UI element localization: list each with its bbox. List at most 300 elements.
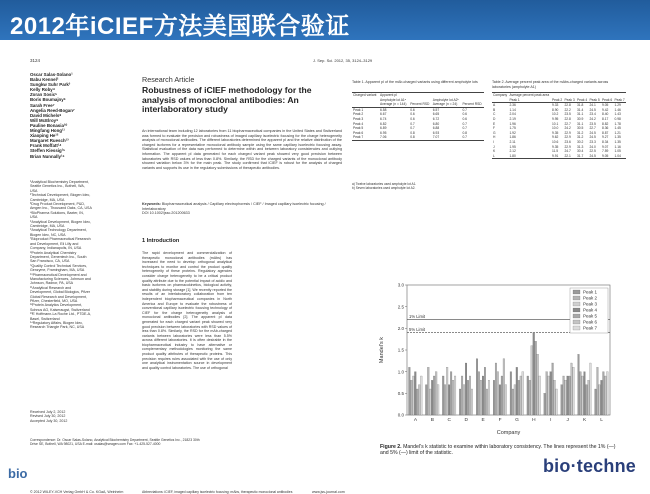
keywords-label: Keywords: bbox=[142, 202, 161, 206]
table-cell: 24.1 bbox=[589, 103, 596, 108]
author-name: Margaret Ruesch¹³ bbox=[30, 138, 69, 144]
table-cell: 0.6 bbox=[410, 116, 415, 121]
table-cell: 22.8 bbox=[564, 116, 571, 121]
bar-peak-4 bbox=[567, 376, 569, 415]
legend-swatch bbox=[573, 302, 580, 306]
table-cell: 8.90 bbox=[551, 107, 559, 112]
table-cell: 6.88 bbox=[432, 126, 440, 131]
bar-peak-3 bbox=[429, 389, 431, 415]
bar-peak-7 bbox=[488, 380, 490, 415]
table-cell: 1.04 bbox=[613, 154, 626, 159]
bar-peak-7 bbox=[437, 385, 439, 415]
table-cell: 1.78 bbox=[614, 121, 621, 126]
table-cell: J bbox=[493, 144, 495, 149]
bar-peak-5 bbox=[467, 380, 469, 415]
table-header-cell: Average (n = 144) bbox=[379, 102, 409, 107]
table-cell: 31.8 bbox=[576, 103, 584, 108]
table-cell: 30.5 bbox=[576, 126, 584, 131]
table-cell: H bbox=[493, 135, 496, 140]
table-cell: 0.7 bbox=[410, 126, 415, 131]
correspondence: Correspondence: Dr. Oscar Salas-Solano, Analytical Biochemistry Department, Seattle Genetics Inc., 21823 30th Drive SE, Bothell, WA 98021, USA E-mail: osalas@seagen.com Fax: +1-425-527-4000 bbox=[30, 438, 200, 447]
table-cell: 9.62 bbox=[551, 135, 559, 140]
bar-peak-1 bbox=[561, 385, 563, 415]
table-cell: 9.95 bbox=[551, 116, 559, 121]
bar-peak-2 bbox=[427, 367, 429, 415]
table-cell: 0.6 bbox=[410, 107, 415, 112]
table-header-cell: Peak 5 bbox=[589, 97, 600, 102]
table-cell: 1.86 bbox=[509, 135, 516, 140]
bar-peak-2 bbox=[529, 380, 531, 415]
table1-note: a) Twelve laboratories used ampholyte lot A1. bbox=[352, 182, 417, 186]
table-cell: 8.87 bbox=[601, 130, 609, 135]
table-header-cell: Peak 2 bbox=[551, 97, 563, 102]
table-cell: 6.82 bbox=[380, 121, 387, 126]
affiliation: ¹²Protein Analytics Development, Sohnus AG, Kaiseraugst, Switzerland bbox=[30, 303, 90, 312]
table-cell: 24.5 bbox=[589, 130, 596, 135]
table-cell: 1.14 bbox=[509, 107, 516, 112]
affiliation: ⁵Analytical Development, Biogen Idec, Cambridge, MA, USA bbox=[30, 219, 92, 229]
legend-entry: Peak 2 bbox=[583, 295, 598, 301]
table-header-cell: Company bbox=[493, 93, 508, 97]
bar-peak-4 bbox=[584, 372, 586, 415]
table-cell: 1.29 bbox=[614, 103, 621, 108]
table-cell: 24.5 bbox=[588, 154, 601, 159]
table-header-cell: Ampholyte lot A2ᵇ bbox=[432, 97, 459, 102]
x-tick-label: L bbox=[600, 418, 603, 423]
table-cell: 9.27 bbox=[601, 135, 609, 140]
table-cell: 1.35 bbox=[614, 139, 621, 144]
table-cell: 6.80 bbox=[432, 121, 440, 126]
x-axis-label: Company bbox=[496, 430, 521, 436]
bar-peak-6 bbox=[435, 372, 437, 415]
abstract: An international team including 12 laboratories from 11 biopharmaceutical companies in the United States and Switzerland was formed to evaluate the precision and robustness of imaged capillary isoelectric focusing for the charge heterogeneity analysis of monoclonal antibodies. The different laboratories determined the apparent pI and the relative distribution of the charged isoforms for a representative monoclonal antibody sample using the same capillary isoelectric focusing assay. Statistical evaluation of the data was performed to determine within and between laboratory consistencies and outlying information. The apparent pI data generated for each charged variant peak showed very good precision between laboratories with RSD values of less than 0.8%. Similarly, the RSD for the charged variants of the monoclonal antibody showed variation below 3% for the main peak. The study confirmed that iCIEF is robust for the analysis of charged variants and supports its use in the regulatory submissions of therapeutic antibodies. bbox=[142, 129, 342, 170]
table-cell: 31.7 bbox=[576, 154, 589, 159]
table-row bbox=[352, 135, 484, 140]
table-cell: 1.95 bbox=[509, 144, 516, 149]
bar-peak-6 bbox=[520, 376, 522, 415]
journal-website: www.jss-journal.com bbox=[312, 490, 345, 494]
table-header-cell: Percent RSD bbox=[461, 102, 484, 107]
bar-peak-6 bbox=[452, 380, 454, 415]
table-cell: Peak 4 bbox=[353, 121, 364, 126]
table-cell: D bbox=[493, 116, 496, 121]
table-cell: Peak 1 bbox=[353, 107, 364, 112]
bar-peak-1 bbox=[578, 354, 580, 415]
figure2-text: Mandel's k statistic to examine within laboratory consistency. The lines represent the 1% (—) and 5% (—) limit of the statistic. bbox=[380, 444, 616, 457]
bar-peak-7 bbox=[556, 389, 558, 415]
y-tick-label: 1.5 bbox=[397, 347, 404, 353]
bar-peak-4 bbox=[448, 385, 450, 415]
table1 bbox=[352, 92, 484, 141]
bar-peak-3 bbox=[412, 376, 414, 415]
bar-peak-4 bbox=[516, 367, 518, 415]
bar-peak-7 bbox=[471, 389, 473, 415]
table-cell: 0.7 bbox=[410, 121, 415, 126]
table-cell: Peak 2 bbox=[353, 112, 364, 117]
table-cell: 24.5 bbox=[589, 135, 596, 140]
author-list bbox=[30, 72, 92, 159]
table-cell: 10.1 bbox=[551, 121, 559, 126]
table-header-cell: Peak 7 bbox=[614, 97, 625, 102]
table-cell: 9.35 bbox=[551, 144, 559, 149]
legend-entry: Peak 5 bbox=[583, 313, 598, 319]
table-cell: 6.74 bbox=[380, 116, 387, 121]
bar-peak-6 bbox=[486, 389, 488, 415]
table-cell: 24.0 bbox=[589, 144, 596, 149]
bar-peak-1 bbox=[409, 367, 411, 415]
bar-peak-3 bbox=[599, 385, 601, 415]
bar-peak-2 bbox=[461, 376, 463, 415]
table-header-row bbox=[492, 98, 626, 103]
x-tick-label: F bbox=[498, 418, 502, 423]
figure2-label: Figure 2. bbox=[380, 444, 402, 450]
table-cell: 0.8 bbox=[409, 135, 432, 140]
author-name: Oscar Salas-Solano¹ bbox=[30, 72, 73, 77]
affiliation: ⁶Analytical Technology Department, Biogen Idec, NC, USA bbox=[30, 228, 87, 237]
table-cell: 2.12 bbox=[509, 149, 516, 154]
table-cell: 31.1 bbox=[576, 112, 584, 117]
table-cell: Peak 3 bbox=[353, 116, 364, 121]
bar-peak-4 bbox=[414, 372, 416, 415]
table1-notes bbox=[352, 182, 482, 190]
table-cell: 1.05 bbox=[614, 149, 621, 154]
table-cell: 2.04 bbox=[509, 112, 516, 117]
bar-peak-1 bbox=[493, 380, 495, 415]
author-name: Brian Nunnally¹⁶ bbox=[30, 153, 65, 159]
bar-peak-1 bbox=[476, 359, 478, 415]
slide-header bbox=[0, 0, 650, 40]
table-cell: 24.5 bbox=[589, 107, 596, 112]
bar-peak-5 bbox=[416, 389, 418, 415]
bar-peak-6 bbox=[554, 380, 556, 415]
table-cell: 9.07 bbox=[601, 144, 609, 149]
table-header-cell: Ampholyte lot A1ᵃ bbox=[380, 97, 406, 102]
bar-peak-2 bbox=[411, 380, 413, 415]
x-tick-label: K bbox=[583, 418, 587, 423]
table-cell: 1.75 bbox=[509, 126, 516, 131]
article-type: Research Article bbox=[142, 75, 195, 84]
author-name: Mingfang Hong¹¹ bbox=[30, 128, 65, 134]
bar-peak-4 bbox=[533, 333, 535, 415]
table-cell: 22.8 bbox=[564, 103, 571, 108]
y-tick-label: 2.0 bbox=[397, 325, 404, 331]
table-cell: 23.4 bbox=[589, 112, 596, 117]
table-cell: 2.19 bbox=[509, 116, 516, 121]
bar-peak-4 bbox=[601, 380, 603, 415]
table-cell: 0.7 bbox=[461, 135, 484, 140]
y-tick-label: 1.0 bbox=[397, 369, 404, 375]
article-dates bbox=[30, 410, 92, 423]
table-cell: 22.9 bbox=[564, 144, 571, 149]
bar-peak-6 bbox=[469, 376, 471, 415]
table-cell: 1.92 bbox=[509, 130, 516, 135]
affiliation: ⁹Quality Control Technical Services, Genzyme, Framingham, MA, USA bbox=[30, 263, 87, 273]
legend-entry: Peak 3 bbox=[583, 301, 598, 307]
table-cell: Peak 7 bbox=[352, 135, 379, 140]
bar-peak-1 bbox=[510, 372, 512, 415]
bar-peak-5 bbox=[569, 376, 571, 415]
table-cell: 10.0 bbox=[551, 126, 559, 131]
bar-peak-2 bbox=[597, 367, 599, 415]
limit-label: 1% Limit bbox=[409, 314, 426, 320]
legend-swatch bbox=[573, 326, 580, 330]
table-cell: 1.43 bbox=[614, 112, 621, 117]
table-cell: 0.7 bbox=[462, 126, 468, 131]
figure2-caption bbox=[380, 444, 620, 456]
bar-peak-3 bbox=[531, 346, 533, 415]
table-cell: 6.65 bbox=[432, 112, 440, 117]
bar-peak-1 bbox=[442, 376, 444, 415]
x-tick-label: D bbox=[464, 418, 468, 423]
table-cell: 1.21 bbox=[614, 130, 621, 135]
y-tick-label: 0.5 bbox=[397, 390, 404, 396]
journal-reference: J. Sep. Sci. 2012, 35, 3124–3129 bbox=[313, 58, 373, 63]
table-header-cell: Average percent peak area bbox=[509, 93, 550, 97]
bar-peak-2 bbox=[495, 363, 497, 415]
table-cell: 1.80 bbox=[508, 154, 551, 159]
table-row bbox=[492, 154, 626, 159]
bar-peak-7 bbox=[522, 372, 524, 415]
table-cell: 6.93 bbox=[432, 130, 440, 135]
bar-peak-1 bbox=[544, 393, 546, 415]
bar-peak-1 bbox=[527, 376, 529, 415]
table-header-cell: Peak 6 bbox=[601, 97, 613, 102]
bar-peak-5 bbox=[518, 380, 520, 415]
table-cell: 1.16 bbox=[614, 144, 621, 149]
author-name: Kelly Roby⁴ bbox=[30, 87, 55, 93]
bar-peak-3 bbox=[446, 367, 448, 415]
affiliation: ²Technical Development, Biogen Idec, Cambridge, MA, USA bbox=[30, 193, 91, 202]
intro-text: The rapid development and commercialization of therapeutic monoclonal antibodies (mAbs) has increased the need to develop orthogonal analytical techniques to monitor and control the product quality heterogeneity of these proteins. Regulatory agencies consider charge heterogeneity to be a critical product quality attribute due to the potential impact of acidic and basic isoforms on pharmacokinetics, biological activity, and stability during storage [1]. We recently reported the results of an interlaboratory collaboration from ten independent biopharmaceutical companies in North America and Europe to evaluate the robustness of conventional capillary isoelectric focusing technology of CIEF for the charge heterogeneity analysis of monoclonal antibodies [2]. The apparent pI data generated for each charged variant peak showed very good precision between laboratories with RSD values of less than 0.8%. Similarly, the RSD for the mAb-charged variants between laboratories were less than 5.5% across different laboratories. It is often desirable in the biopharmaceutical industry to have alternative or complementary methodologies monitoring the same product quality attributes of therapeutic proteins. This precision requires rules associated with the use of only one analytical instrumentation source in development and quality control laboratories. The use of orthogonal bbox=[142, 251, 232, 370]
slide-title: 2012年iCIEF方法美国联合验证 bbox=[10, 13, 350, 40]
paper-page bbox=[30, 52, 626, 494]
section-title: 1 Introduction bbox=[142, 238, 180, 244]
bar-peak-3 bbox=[565, 380, 567, 415]
author-name: Will McElroy⁹ bbox=[30, 117, 59, 123]
bar-peak-6 bbox=[503, 359, 505, 415]
table1-caption: Table 1. Apparent pI of the mAb-charged variants using different ampholyte lots bbox=[352, 80, 478, 84]
bar-peak-1 bbox=[425, 385, 427, 415]
table-header-cell: Percent RSD bbox=[409, 102, 432, 107]
table-cell: Peak 6 bbox=[353, 130, 364, 135]
x-tick-label: G bbox=[515, 418, 519, 423]
bio-logo-left: bio bbox=[8, 466, 28, 481]
table-cell: C bbox=[493, 112, 496, 117]
table-cell: 0.6 bbox=[462, 112, 468, 117]
y-tick-label: 3.0 bbox=[397, 282, 404, 288]
table-cell: L bbox=[492, 154, 508, 159]
affiliation: ⁷Bioproduct Pharmaceutical Research and Development, Eli Lilly and Company, Indianapolis, IN, USA bbox=[30, 237, 91, 251]
y-axis-label: Mandel's k bbox=[379, 336, 385, 364]
x-tick-label: H bbox=[532, 418, 536, 423]
keywords-text: Biopharmaceutical analysis / Capillary electrophoresis / CIEF / Imaged capillary isoelectric focusing / Interlaboratory bbox=[142, 202, 326, 211]
bar-peak-2 bbox=[563, 376, 565, 415]
biotechne-logo: bio·techne bbox=[542, 456, 636, 476]
bar-peak-5 bbox=[603, 372, 605, 415]
table-cell: 0.6 bbox=[410, 112, 415, 117]
bar-peak-2 bbox=[478, 372, 480, 415]
table-cell: 6.89 bbox=[380, 126, 387, 131]
affiliation: ¹⁴Regulatory Affairs, Biogen Idec, Research Triangle Park, NC, USA bbox=[30, 321, 85, 330]
bar-peak-6 bbox=[571, 363, 573, 415]
table-cell: 10.2 bbox=[551, 112, 559, 117]
bar-peak-5 bbox=[552, 363, 554, 415]
bar-peak-4 bbox=[550, 372, 552, 415]
table-cell: 0.8 bbox=[410, 130, 415, 135]
bar-peak-2 bbox=[444, 385, 446, 415]
table-cell: 8.36 bbox=[601, 126, 609, 131]
legend-swatch bbox=[573, 290, 580, 294]
legend-swatch bbox=[573, 314, 580, 318]
x-tick-label: A bbox=[413, 418, 418, 423]
table-cell: 22.7 bbox=[564, 121, 571, 126]
table-header-cell: Average (n = 24) bbox=[432, 102, 462, 107]
author-name: Zoran Sosic⁵ bbox=[30, 92, 58, 98]
table-header-cell: Peak 3 bbox=[564, 97, 575, 102]
affiliation: ¹³E Hoffmann-La Roche Ltd., PTDE-A, Basel, Switzerland bbox=[30, 312, 92, 321]
table-cell: 7.06 bbox=[379, 135, 409, 140]
mandel-k-chart bbox=[375, 277, 620, 437]
affiliation-list bbox=[30, 180, 92, 330]
bar-peak-4 bbox=[431, 380, 433, 415]
legend-swatch bbox=[573, 308, 580, 312]
table-cell: 24.7 bbox=[564, 149, 571, 154]
table-header-cell: Apparent pI bbox=[379, 93, 409, 98]
x-tick-label: C bbox=[447, 418, 452, 423]
affiliation: ⁴BioPharma Solutions, Baxter, IN, USA bbox=[30, 210, 84, 220]
table-header-cell: Charged variant bbox=[352, 93, 379, 98]
page-number: 3124 bbox=[30, 58, 41, 63]
table-cell: 7.07 bbox=[432, 135, 462, 140]
table-cell: 1.35 bbox=[614, 135, 621, 140]
copyright-notice: © 2012 WILEY-VCH Verlag GmbH & Co. KGaA, Weinheim bbox=[30, 490, 124, 494]
table-cell: 30.2 bbox=[576, 139, 584, 144]
bar-peak-3 bbox=[463, 385, 465, 415]
legend-entry: Peak 1 bbox=[583, 289, 598, 295]
bar-peak-3 bbox=[480, 380, 482, 415]
table-cell: 8.34 bbox=[601, 139, 609, 144]
bar-peak-2 bbox=[546, 372, 548, 415]
table-cell: K bbox=[493, 149, 496, 154]
table-cell: 1.45 bbox=[614, 126, 621, 131]
table-cell: 6.72 bbox=[432, 116, 440, 121]
legend-entry: Peak 4 bbox=[583, 307, 598, 313]
table-cell: 7.59 bbox=[601, 149, 609, 154]
bar-peak-4 bbox=[482, 376, 484, 415]
table-cell: 23.6 bbox=[564, 139, 571, 144]
table-header-cell: Peak 4 bbox=[576, 97, 588, 102]
bar-peak-6 bbox=[537, 354, 539, 415]
bar-peak-7 bbox=[420, 376, 422, 415]
table-cell: 9.05 bbox=[601, 103, 609, 108]
table-cell: 9.42 bbox=[601, 107, 609, 112]
table1-note: b) Seven laboratories used ampholyte lot A2. bbox=[352, 186, 416, 190]
affiliation: ³Drug Product Development, P&D, Amgen Inc., Thousand Oaks, CA, USA bbox=[30, 202, 92, 211]
bar-peak-7 bbox=[606, 372, 608, 415]
legend-swatch bbox=[573, 320, 580, 324]
bar-peak-7 bbox=[454, 376, 456, 415]
table-cell: 22.7 bbox=[589, 126, 596, 131]
table-cell: 0.8 bbox=[462, 130, 468, 135]
table2 bbox=[492, 92, 626, 159]
table-cell: 22.1 bbox=[563, 154, 576, 159]
table-cell: 1.46 bbox=[614, 107, 621, 112]
table-cell: 0.98 bbox=[614, 116, 621, 121]
table-cell: 9.33 bbox=[551, 103, 559, 108]
table-cell: 22.9 bbox=[564, 130, 571, 135]
bar-peak-6 bbox=[418, 385, 420, 415]
table-cell: 31.3 bbox=[576, 144, 584, 149]
table-cell: 0.6 bbox=[462, 116, 468, 121]
table-cell: Peak 5 bbox=[353, 126, 364, 131]
author-name: Pauline Bonasia¹⁰ bbox=[30, 122, 68, 128]
table-cell: 9.91 bbox=[551, 154, 564, 159]
paper-title: Robustness of iCIEF methodology for the analysis of monoclonal antibodies: An interlaboratory study bbox=[142, 85, 312, 115]
doi: DOI 10.1002/jssc.201200633 bbox=[142, 211, 190, 216]
bar-peak-3 bbox=[514, 385, 516, 415]
table-cell: 1.96 bbox=[509, 121, 516, 126]
article-date: Accepted July 30, 2012 bbox=[30, 418, 68, 423]
author-name: David Michels⁸ bbox=[30, 112, 62, 118]
author-name: Sungkw Suhr Park³ bbox=[30, 82, 71, 88]
bar-peak-5 bbox=[535, 341, 537, 415]
limit-label: 5% Limit bbox=[409, 327, 426, 333]
table-cell: G bbox=[493, 130, 496, 135]
bar-peak-4 bbox=[465, 363, 467, 415]
table-cell: 23.3 bbox=[589, 139, 596, 144]
table-cell: 24.2 bbox=[564, 126, 571, 131]
table-cell: 6.57 bbox=[432, 107, 440, 112]
x-tick-label: I bbox=[550, 418, 552, 423]
x-tick-label: B bbox=[430, 418, 434, 423]
affiliation: ¹¹Analytical Research and Development, Global Biologics, Pfizer Global Research and Development, Pfizer, Chesterfield, MO, USA bbox=[30, 285, 91, 303]
table-cell: 22.5 bbox=[589, 149, 596, 154]
table-cell: 30.9 bbox=[576, 116, 584, 121]
table-cell: 31.2 bbox=[576, 135, 584, 140]
table-cell: 24.2 bbox=[589, 116, 596, 121]
affiliation: ⁸Protein Analytical Chemistry Department, Genentech Inc., South San Francisco, CA, USA bbox=[30, 250, 87, 264]
table-cell: 30.4 bbox=[576, 149, 584, 154]
table-cell: 0.7 bbox=[462, 107, 468, 112]
table-cell: B bbox=[493, 107, 496, 112]
table-header-cell: Peak 1 bbox=[508, 98, 551, 103]
table-cell: 11.5 bbox=[551, 149, 559, 154]
table-cell: 8.17 bbox=[601, 116, 609, 121]
table-cell: 0.7 bbox=[462, 121, 468, 126]
table-cell: 31.2 bbox=[576, 130, 584, 135]
author-name: Frank Moffatt¹⁴ bbox=[30, 143, 62, 149]
bar-peak-2 bbox=[512, 389, 514, 415]
table-cell: F bbox=[493, 126, 496, 131]
bar-peak-5 bbox=[484, 367, 486, 415]
article-date: Received July 2, 2012 bbox=[30, 410, 66, 414]
table-cell: 6.67 bbox=[380, 112, 387, 117]
bar-peak-3 bbox=[582, 376, 584, 415]
author-name: Babu Kennel² bbox=[30, 77, 59, 83]
affiliation: ¹⁰Pharmaceutical Development and Manufacturing Sciences, Johnson and Johnson, Radnor, PA, USA bbox=[30, 272, 91, 286]
bar-peak-3 bbox=[548, 376, 550, 415]
table-cell: I bbox=[493, 139, 494, 144]
x-tick-label: E bbox=[481, 418, 485, 423]
bar-peak-7 bbox=[539, 376, 541, 415]
table-cell: 9.05 bbox=[601, 154, 614, 159]
y-tick-label: 0.0 bbox=[397, 412, 404, 418]
table2-caption: Table 2. Average percent peak area of the mAbs-charged variants across laboratories (ampholyte A1) bbox=[492, 80, 609, 89]
bar-peak-4 bbox=[499, 385, 501, 415]
table-cell: 6.95 bbox=[380, 130, 387, 135]
bar-peak-5 bbox=[501, 376, 503, 415]
legend-entry: Peak 6 bbox=[583, 319, 598, 325]
